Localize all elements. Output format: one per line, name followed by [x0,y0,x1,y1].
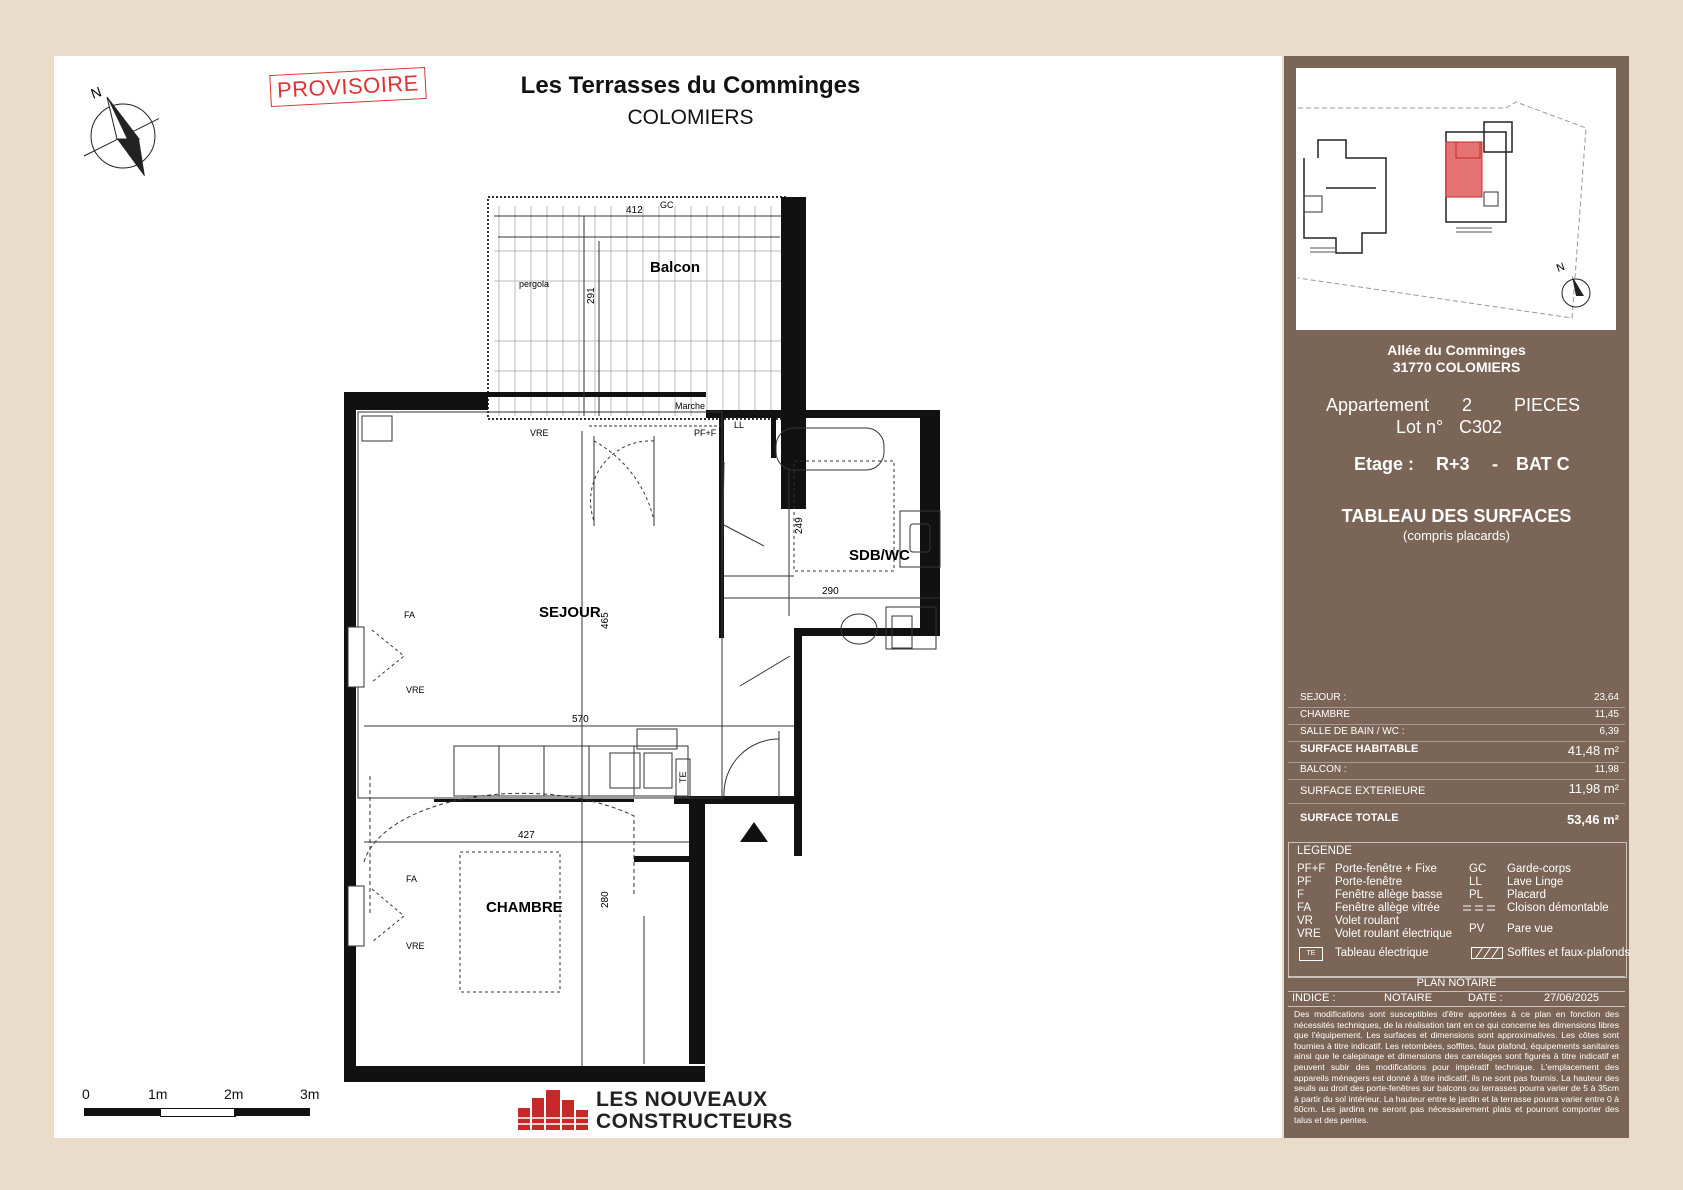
legend-text: Cloison démontable [1507,902,1609,914]
legend-box [1288,842,1631,978]
label-vre-1: VRE [406,685,425,695]
label-fa-1: FA [404,610,416,620]
room-sdb: SDB/WC [849,547,910,564]
address-line2: 31770 COLOMIERS [1392,359,1521,375]
etage-value: R+3 [1436,454,1470,474]
address-line1: Allée du Comminges [1387,342,1526,358]
brand-line2: CONSTRUCTEURS [596,1110,793,1133]
surface-row: SALLE DE BAIN / WC : 6,39 [1288,724,1625,742]
label-te: TE [678,771,688,783]
legend-code: F [1297,889,1305,901]
balcony-area [488,197,806,509]
label-pf-f: PF+F [694,428,717,438]
cloison-dashes-icon [1461,903,1499,913]
te-symbol-icon: TE [1299,947,1323,961]
legend-text: Lave Linge [1507,876,1564,888]
apt-label: Appartement [1326,395,1430,415]
legend-code: PV [1469,923,1485,935]
dim-280: 280 [600,891,611,908]
dim-570: 570 [572,714,589,725]
legend-code: VRE [1297,928,1321,940]
legend-text: Placard [1507,889,1546,901]
plan-notaire-heading: PLAN NOTAIRE [1288,976,1625,991]
north-label: N [88,83,104,102]
dim-291: 291 [586,287,597,304]
legend-code: VR [1297,915,1313,927]
label-vre-top: VRE [530,428,549,438]
legend-text: Fenêtre allège vitrée [1335,902,1440,914]
scale-2m: 2m [224,1086,244,1102]
info-panel [1284,56,1629,1138]
label-marche: Marche [675,401,706,411]
legend-text: Garde-corps [1507,863,1571,875]
surface-row-exterieure: SURFACE EXTERIEURE 11,98 m² [1288,779,1625,804]
plan-sheet [54,56,1282,1138]
scale-3m: 3m [300,1086,320,1102]
label-ll: LL [734,420,745,430]
surfaces-table-title: TABLEAU DES SURFACES [1341,506,1572,526]
floor-plan [54,56,1282,1138]
indice-row [1288,991,1625,1007]
label-vre-2: VRE [406,941,425,951]
date-value: 27/06/2025 [1544,992,1600,1004]
legend-code: PF [1297,876,1312,888]
dim-290: 290 [822,586,839,597]
soffite-hatch-icon [1471,947,1503,959]
dim-427: 427 [518,830,535,841]
project-title: Les Terrasses du Comminges [520,72,861,99]
surfaces-table [1284,690,1629,840]
dim-465: 465 [600,612,611,629]
surface-row: BALCON : 11,98 [1288,762,1625,780]
label-fa-2: FA [406,874,418,884]
apt-unit: PIECES [1514,395,1581,415]
scale-0: 0 [82,1086,90,1102]
legend-text: Porte-fenêtre [1335,876,1403,888]
brand-logo-icon [516,1088,592,1132]
site-plan-map [1296,68,1616,330]
legend-code: LL [1469,876,1482,888]
legend-text: Volet roulant [1335,915,1399,927]
location-map [1296,68,1616,330]
room-balcon: Balcon [650,259,701,276]
label-pergola: pergola [519,279,550,289]
entrance-arrow-icon [740,822,768,842]
legend-text: Pare vue [1507,923,1554,935]
indice-value: NOTAIRE [1384,992,1433,1004]
etage-separator: - [1492,454,1498,474]
lot-value: C302 [1459,417,1503,437]
surface-row: CHAMBRE 11,45 [1288,707,1625,725]
walls [344,392,940,1082]
surface-row-totale: SURFACE TOTALE 53,46 m² [1300,812,1619,827]
legend-soffites-text: Soffites et faux-plafonds [1507,947,1631,959]
dim-249: 249 [794,517,805,534]
apt-count: 2 [1462,395,1473,415]
legend-text: Porte-fenêtre + Fixe [1335,863,1437,875]
legend-text: Volet roulant électrique [1335,928,1452,940]
brand-line1: LES NOUVEAUX [596,1088,768,1111]
batiment: BAT C [1516,454,1570,474]
legend-code: PF+F [1297,863,1326,875]
scale-1m: 1m [148,1086,168,1102]
provisional-stamp: PROVISOIRE [269,67,426,107]
legend-code: PL [1469,889,1484,901]
legend-code: GC [1469,863,1487,875]
legal-disclaimer: Des modifications sont susceptibles d'être apportées à ce plan en fonction des nécessités techniques, de la réalisation tant en ce qui concerne les dimensions libres que l'équipement. Les surfaces et dimensions sont approximatives. Les côtes sont fournies à titre indicatif. Les retombées, soffites, faux plafond, équipements sanitaires ainsi que le calepinage et dimensions des carrelages sont figurés à titre indicatif et peuvent subir des modifications pour impératif technique. L'emplacement des appareils ménagers est donné à titre indicatif, ils ne sont pas fournis. La hauteur des seuils au droit des porte-fenêtres sur balcons ou terrasses pourra varier de 5 à 35cm à partir du sol intérieur. La hauteur entre le jardin et la terrasse pourra varier entre 0 à 60cm. Les jardins ne seront pas nécessairement plats et pourront comporter des talus et des pentes. [1294,1009,1619,1125]
legend-text: Fenêtre allège basse [1335,889,1443,901]
legend-title: LEGENDE [1297,845,1352,857]
etage-label: Etage : [1354,454,1415,474]
room-chambre: CHAMBRE [486,899,563,916]
legend-code: FA [1297,902,1312,914]
surface-row-habitable: SURFACE HABITABLE 41,48 m² [1288,741,1625,763]
dim-412: 412 [626,205,643,216]
indice-label: INDICE : [1292,992,1336,1004]
legend-te-text: Tableau électrique [1335,947,1429,959]
date-label: DATE : [1468,992,1503,1004]
brand-logo [516,1086,836,1134]
surfaces-table-subtitle: (compris placards) [1403,528,1510,543]
project-city: COLOMIERS [627,106,754,129]
scale-bar [82,1086,320,1126]
room-sejour: SEJOUR [539,604,601,621]
label-gc: GC [660,200,674,210]
surface-row: SEJOUR : 23,64 [1288,690,1625,708]
map-north-label: N [1554,260,1567,275]
lot-label: Lot n° [1396,417,1444,437]
